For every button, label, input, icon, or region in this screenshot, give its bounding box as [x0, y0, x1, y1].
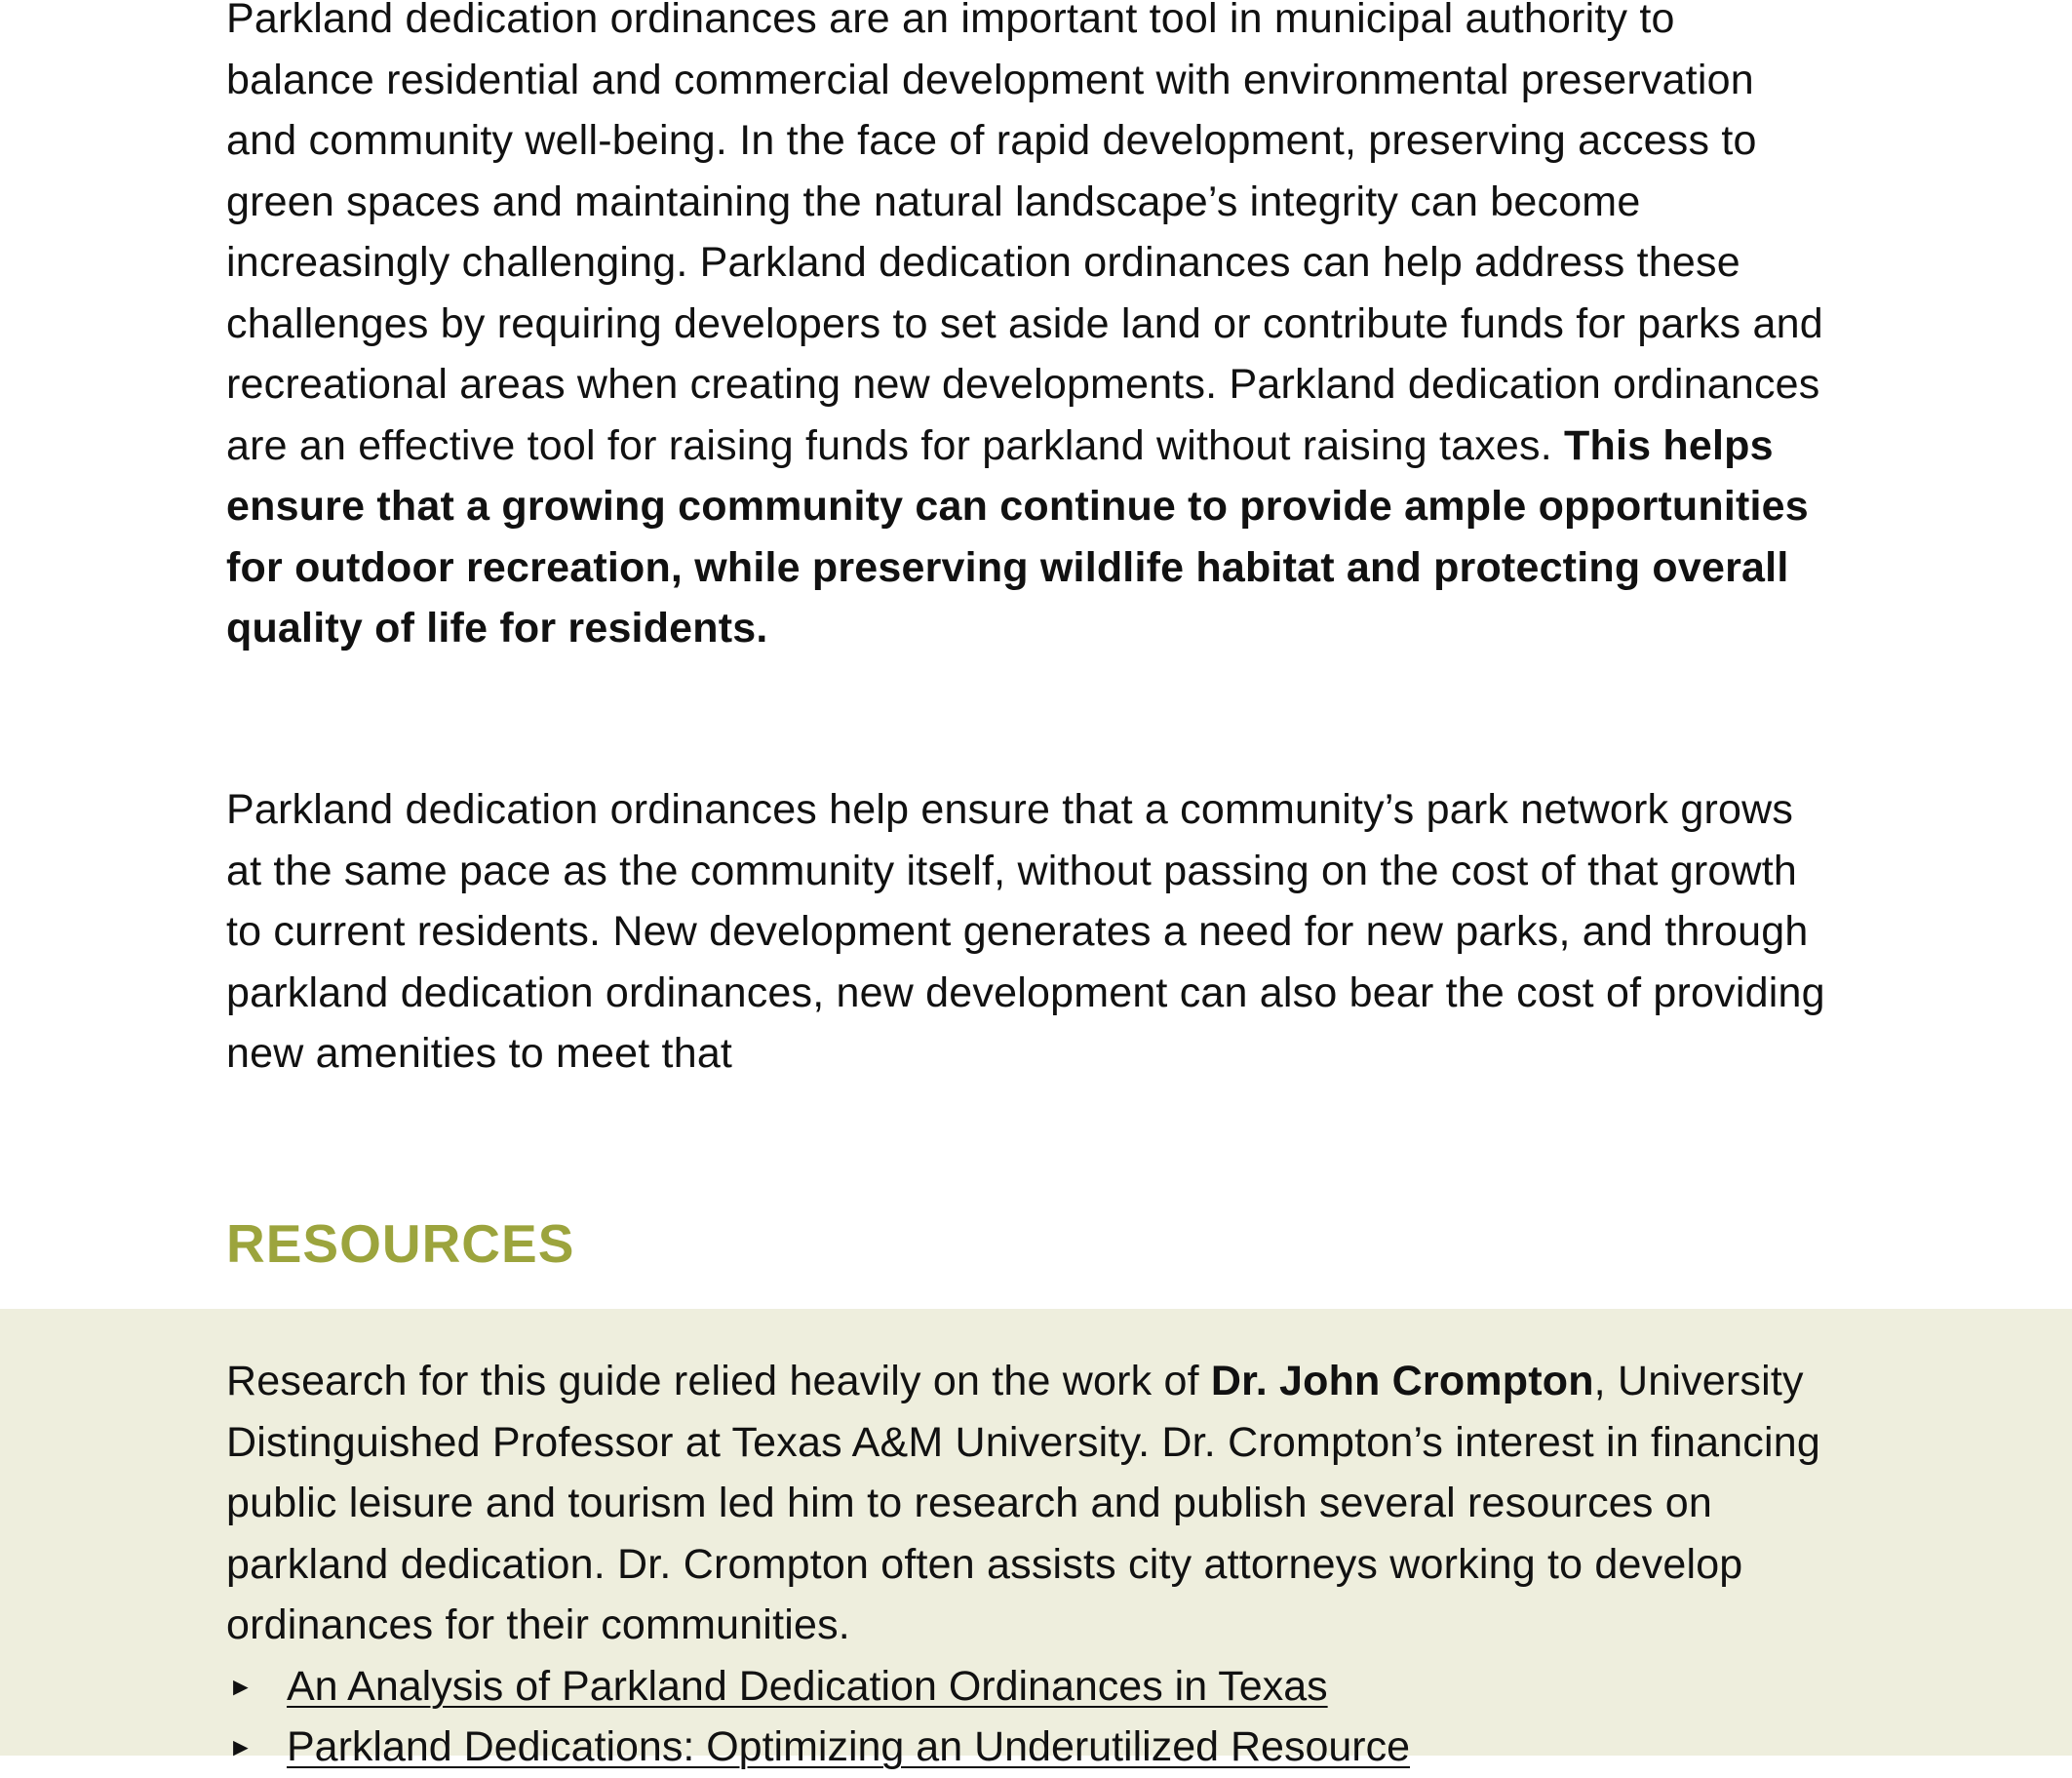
author-name: Dr. John Crompton	[1210, 1358, 1594, 1404]
resource-link-parkland-dedications[interactable]: Parkland Dedications: Optimizing an Underutilized Resource	[287, 1723, 1411, 1770]
resources-intro-before: Research for this guide relied heavily on the work of	[226, 1358, 1211, 1404]
resource-list-item	[226, 1656, 1825, 1718]
resources-heading-wrap	[226, 1211, 574, 1276]
resources-intro-after: , University Distinguished Professor at Texas A&M University. Dr. Crompton’s interest in financing public leisure and tourism led him to research and publish several resources on parkland dedication. Dr. Crompton often assists city attorneys working to develop ordinances for their communities.	[226, 1358, 1820, 1648]
growth-paragraph: Parkland dedication ordinances help ensure that a community’s park network grows at the same pace as the community itself, without passing on the cost of that growth to current residents. New development generates a need for new parks, and through parkland dedication ordinances, new development can also bear the cost of providing new amenities to meet that	[226, 786, 1825, 1077]
resources-content	[226, 1351, 1825, 1778]
resources-heading: RESOURCES	[226, 1213, 575, 1274]
resource-list-item	[226, 1717, 1825, 1778]
intro-text: Parkland dedication ordinances are an important tool in municipal authority to balance residential and commercial development with environmental preservation and community well-being. In the face of rapid development, preserving access to green spaces and maintaining the natural landscape’s integrity can become increasingly challenging. Parkland dedication ordinances can help address these challenges by requiring developers to set aside land or contribute funds for parks and recreational areas when creating new developments. Parkland dedication ordinances are an effective tool for raising funds for parkland without raising taxes.	[226, 0, 1823, 469]
intro-paragraph	[226, 0, 1825, 659]
triangle-right-icon: ►	[228, 1671, 254, 1701]
growth-section	[226, 779, 1825, 1085]
resources-intro-paragraph	[226, 1351, 1825, 1656]
triangle-right-icon: ►	[228, 1732, 254, 1761]
resources-panel	[0, 1309, 2072, 1770]
intro-bold-text: This helps ensure that a growing community can continue to provide ample opportunities for outdoor recreation, while preserving wildlife habitat and protecting overall quality of life for residents.	[226, 421, 1809, 652]
resource-link-list	[226, 1656, 1825, 1778]
intro-section	[226, 0, 1825, 659]
resource-link-texas-analysis[interactable]: An Analysis of Parkland Dedication Ordinances in Texas	[287, 1662, 1328, 1710]
